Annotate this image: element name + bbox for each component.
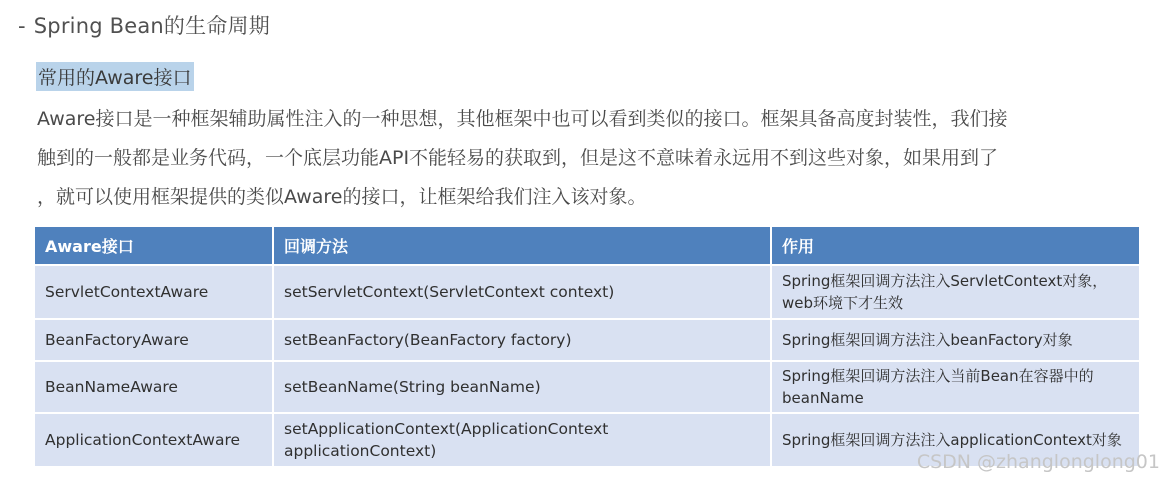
column-header-method: 回调方法: [273, 227, 771, 265]
paragraph-line: ，就可以使用框架提供的类似Aware的接口，让框架给我们注入该对象。: [37, 186, 647, 208]
paragraph-line: 触到的一般都是业务代码，一个底层功能API不能轻易的获取到，但是这不意味着永远用不到这些对象，如果用到了: [37, 147, 999, 169]
paragraph-line: Aware接口是一种框架辅助属性注入的一种思想，其他框架中也可以看到类似的接口。框架具备高度封装性，我们接: [37, 108, 1008, 130]
heading-title: Spring Bean的生命周期: [33, 14, 270, 38]
heading-dash: -: [18, 14, 26, 38]
cell-interface: BeanFactoryAware: [35, 319, 273, 361]
cell-effect: Spring框架回调方法注入当前Bean在容器中的beanName: [771, 361, 1140, 413]
cell-interface: ServletContextAware: [35, 265, 273, 319]
cell-method: setBeanName(String beanName): [273, 361, 771, 413]
cell-method: setServletContext(ServletContext context): [273, 265, 771, 319]
cell-effect: Spring框架回调方法注入applicationContext对象: [771, 413, 1140, 466]
column-header-effect: 作用: [771, 227, 1140, 265]
cell-effect: Spring框架回调方法注入ServletContext对象，web环境下才生效: [771, 265, 1140, 319]
cell-effect: Spring框架回调方法注入beanFactory对象: [771, 319, 1140, 361]
table-row: [35, 265, 1140, 319]
table-header-row: [35, 227, 1140, 265]
column-header-interface: Aware接口: [35, 227, 273, 265]
cell-method: setBeanFactory(BeanFactory factory): [273, 319, 771, 361]
cell-method: setApplicationContext(ApplicationContext applicationContext): [273, 413, 771, 466]
table-row: [35, 361, 1140, 413]
section-heading: [18, 10, 270, 40]
table-row: [35, 319, 1140, 361]
aware-interfaces-table: [35, 227, 1141, 466]
subsection-title: 常用的Aware接口: [36, 62, 194, 91]
csdn-watermark: CSDN @zhanglonglong01: [916, 451, 1160, 473]
cell-interface: ApplicationContextAware: [35, 413, 273, 466]
description-paragraph: [37, 100, 1132, 217]
cell-interface: BeanNameAware: [35, 361, 273, 413]
